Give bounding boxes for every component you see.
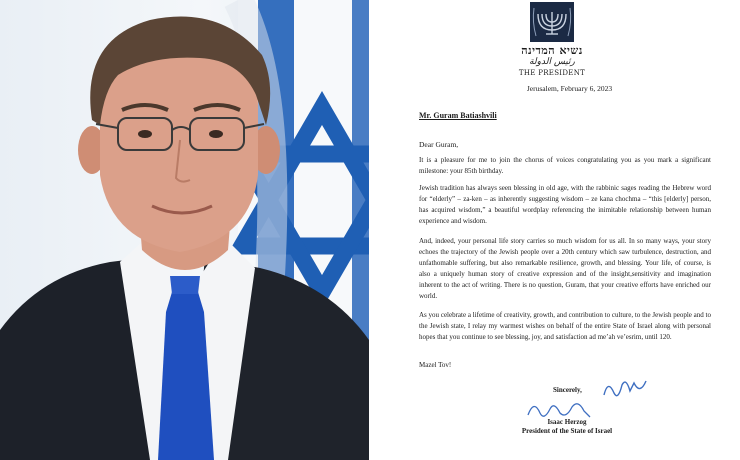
paragraph-1: It is a pleasure for me to join the chorus of voices congratulating you as you mark a significant milestone: your 85th birthday. xyxy=(419,156,711,175)
letterhead-hebrew: נשיא המדינה xyxy=(521,44,583,57)
signer-name: Isaac Herzog xyxy=(547,418,587,426)
salutation: Dear Guram, xyxy=(419,140,459,149)
handwritten-signature-hebrew xyxy=(600,375,650,405)
menorah-emblem-icon xyxy=(530,2,574,42)
portrait-photo xyxy=(0,0,369,460)
portrait-illustration xyxy=(0,0,369,460)
letter-page xyxy=(372,0,740,460)
closing-wish: Mazel Tov! xyxy=(419,361,452,369)
paragraph-3: And, indeed, your personal life story carries so much wisdom for us all. In so many ways, your story echoes the trajectory of the Jewish people over a 20th century which saw turbulence, destruction, and unfathomable suffering, but also remarkable resilience, growth, and blessing. Your life, of course, is also a uniquely human story of creative expression and of the insight,sensitivity and imagination inherent to the act of writing. There is no question, Guram, that your creative efforts have enriched our world. xyxy=(419,237,711,300)
letterhead-english: THE PRESIDENT xyxy=(518,69,586,77)
paragraph-2: Jewish tradition has always seen blessing in old age, with the rabbinic sages reading the Hebrew word for “elderly” – za-ken – as inherently suggesting wisdom – ze kana chochma – “this [elderly] person, has acquired wisdom,” a beautiful wordplay referencing the inimitable relationship between human experience and wisdom. xyxy=(419,184,711,225)
sign-off: Sincerely, xyxy=(553,386,582,394)
place-date: Jerusalem, February 6, 2023 xyxy=(526,84,613,93)
signer-title: President of the State of Israel xyxy=(521,427,613,435)
signer-block xyxy=(492,418,642,436)
letterhead-arabic: رئيس الدولة xyxy=(529,57,575,67)
paragraph-4: As you celebrate a lifetime of creativity, growth, and contribution to culture, to the Jewish people and to the Jewish state, I relay my warmest wishes on behalf of the entire State of Israel along with personal hopes that you continue to see blessing, joy, and satisfaction ad me’ah ve’esrim, until 120. xyxy=(419,311,711,341)
addressee: Mr. Guram Batiashvili xyxy=(419,111,497,120)
